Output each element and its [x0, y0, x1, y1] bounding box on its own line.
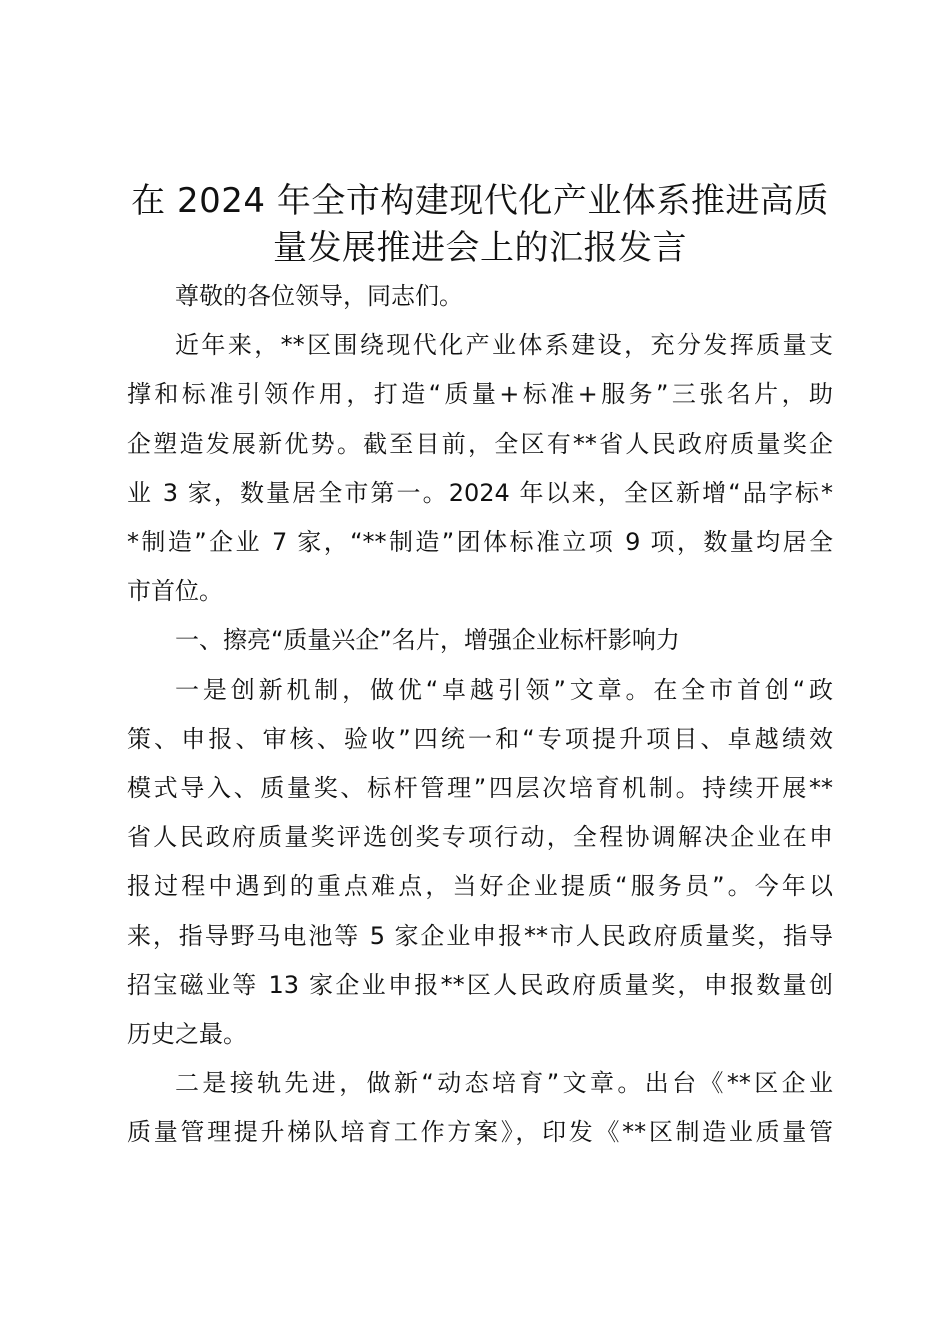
paragraph-line: *制造”企业 7 家，“**制造”团体标准立项 9 项，数量均居全	[127, 528, 833, 557]
document-body	[127, 178, 833, 1158]
paragraph-line: 历史之最。	[127, 1020, 247, 1049]
paragraph-innovation	[127, 666, 833, 1060]
paragraph-advanced	[127, 1059, 833, 1157]
paragraph-line: 招宝磁业等 13 家企业申报**区人民政府质量奖，申报数量创	[127, 970, 833, 999]
paragraph-line: 策、申报、审核、验收”四统一和“专项提升项目、卓越绩效	[127, 724, 833, 753]
greeting	[127, 272, 833, 321]
paragraph-line: 省人民政府质量奖评选创奖专项行动，全程协调解决企业在申	[127, 823, 833, 852]
section-heading-line: 一、擦亮“质量兴企”名片，增强企业标杆影响力	[175, 626, 680, 655]
document-title	[127, 178, 833, 272]
paragraph-line: 来，指导野马电池等 5 家企业申报**市人民政府质量奖，指导	[127, 921, 833, 950]
document-content	[127, 272, 833, 1158]
title-line-2: 量发展推进会上的汇报发言	[273, 228, 687, 268]
paragraph-line: 业 3 家，数量居全市第一。2024 年以来，全区新增“品字标*	[127, 478, 833, 507]
paragraph-line: 模式导入、质量奖、标杆管理”四层次培育机制。持续开展**	[127, 774, 833, 803]
paragraph-intro	[127, 321, 833, 616]
section-heading-1	[127, 616, 833, 665]
paragraph-line: 质量管理提升梯队培育工作方案》，印发《**区制造业质量管	[127, 1118, 833, 1147]
paragraph-line: 报过程中遇到的重点难点，当好企业提质“服务员”。今年以	[127, 872, 833, 901]
paragraph-line: 撑和标准引领作用，打造“质量+标准+服务”三张名片，助	[127, 380, 833, 409]
paragraph-line: 企塑造发展新优势。截至目前，全区有**省人民政府质量奖企	[127, 429, 833, 458]
paragraph-line: 二是接轨先进，做新“动态培育”文章。出台《**区企业	[175, 1069, 833, 1098]
paragraph-line: 一是创新机制，做优“卓越引领”文章。在全市首创“政	[175, 675, 833, 704]
paragraph-line: 市首位。	[127, 577, 223, 606]
greeting-line: 尊敬的各位领导，同志们。	[175, 282, 463, 310]
title-line-1: 在 2024 年全市构建现代化产业体系推进高质	[131, 181, 829, 221]
paragraph-line: 近年来，**区围绕现代化产业体系建设，充分发挥质量支	[175, 331, 833, 360]
